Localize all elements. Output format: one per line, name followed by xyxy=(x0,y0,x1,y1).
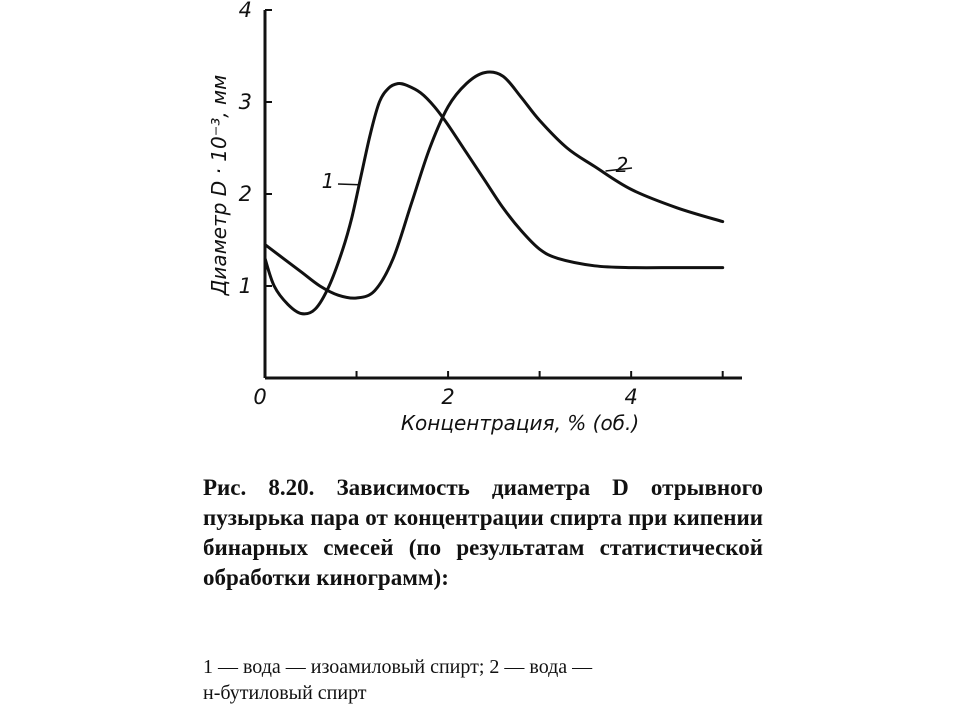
y-axis-title: Диаметр D · 10⁻³, мм xyxy=(207,74,231,296)
series-label-1: 1 xyxy=(321,169,335,193)
y-tick-label: 2 xyxy=(238,182,252,206)
figure-caption: Рис. 8.20. Зависимость диаметра D отрывного пузырька пара от концентрации спирта при кипении бинарных смесей (по результатам статистической обработки кинограмм): xyxy=(203,475,763,590)
plot-frame xyxy=(265,10,742,378)
x-tick-label: 2 xyxy=(441,385,455,409)
axis-ticks xyxy=(239,0,723,409)
legend-line-1: 1 — вода — изоамиловый спирт; 2 — вода — xyxy=(203,656,593,678)
legend-line-2: н-бутиловый спирт xyxy=(203,682,367,704)
figure-legend xyxy=(203,654,763,706)
x-axis-title: Концентрация, % (об.) xyxy=(400,411,640,435)
y-tick-label: 3 xyxy=(238,90,252,114)
x-tick-label: 4 xyxy=(624,385,638,409)
y-tick-label: 4 xyxy=(238,0,252,22)
series-label-2: 2 xyxy=(615,153,629,177)
x-tick-label: 0 xyxy=(253,385,267,409)
y-tick-label: 1 xyxy=(238,274,252,298)
series-label-leader xyxy=(338,184,359,185)
